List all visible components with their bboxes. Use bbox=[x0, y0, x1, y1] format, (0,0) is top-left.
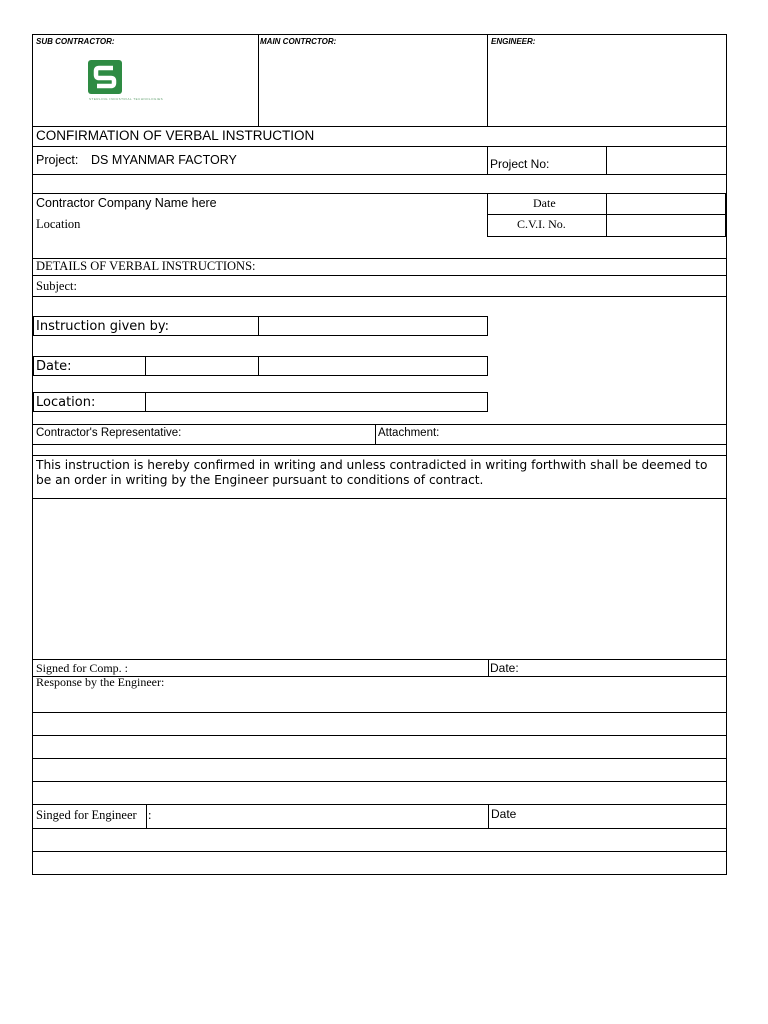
signed-engineer-label: Singed for Engineer bbox=[36, 808, 137, 822]
project-label: Project: bbox=[36, 153, 79, 167]
company-logo-icon bbox=[88, 60, 122, 94]
instruction-date-extra-field[interactable] bbox=[260, 358, 485, 374]
instruction-date-field[interactable] bbox=[147, 358, 256, 374]
contractor-rep-label: Contractor's Representative: bbox=[36, 427, 182, 439]
instruction-notes-area[interactable] bbox=[35, 501, 724, 657]
company-logo bbox=[88, 60, 122, 94]
header-divider-1 bbox=[258, 35, 259, 126]
subject-label: Subject: bbox=[36, 279, 77, 293]
engineer-label: ENGINEER: bbox=[491, 37, 536, 46]
engineer-date-label: Date bbox=[491, 807, 517, 821]
form-title: CONFIRMATION OF VERBAL INSTRUCTION bbox=[36, 128, 315, 143]
signed-engineer-colon: : bbox=[148, 808, 152, 822]
logo-caption: STERLING INDUSTRIAL TECHNOLOGIES bbox=[89, 97, 164, 101]
confirmation-text: This instruction is hereby confirmed in writing and unless contradicted in writing forthwith shall be deemed to be an order in writing by the Engineer pursuant to conditions of contract. bbox=[36, 458, 708, 487]
response-label: Response by the Engineer: bbox=[36, 675, 165, 689]
main-contractor-label: MAIN CONTRCTOR: bbox=[260, 37, 337, 46]
project-no-label: Project No: bbox=[490, 157, 550, 171]
header-divider-2 bbox=[487, 35, 488, 126]
signed-for-comp-label: Signed for Comp. : bbox=[36, 661, 128, 675]
cvi-form bbox=[32, 34, 727, 875]
sub-contractor-label: SUB CONTRACTOR: bbox=[36, 37, 115, 46]
project-name: DS MYANMAR FACTORY bbox=[91, 153, 237, 167]
date-label: Date bbox=[533, 196, 556, 210]
instruction-given-by-field[interactable] bbox=[260, 318, 485, 334]
instruction-given-by-label: Instruction given by: bbox=[36, 319, 170, 334]
attachment-label: Attachment: bbox=[378, 427, 440, 439]
details-heading: DETAILS OF VERBAL INSTRUCTIONS: bbox=[36, 259, 256, 273]
instruction-location-label: Location: bbox=[36, 395, 96, 410]
instruction-date-label: Date: bbox=[36, 359, 72, 374]
contractor-company-name: Contractor Company Name here bbox=[36, 196, 217, 210]
signed-date-label: Date: bbox=[490, 661, 519, 675]
location-label: Location bbox=[36, 217, 81, 231]
instruction-location-field[interactable] bbox=[147, 394, 485, 410]
cvi-no-label: C.V.I. No. bbox=[517, 217, 566, 231]
